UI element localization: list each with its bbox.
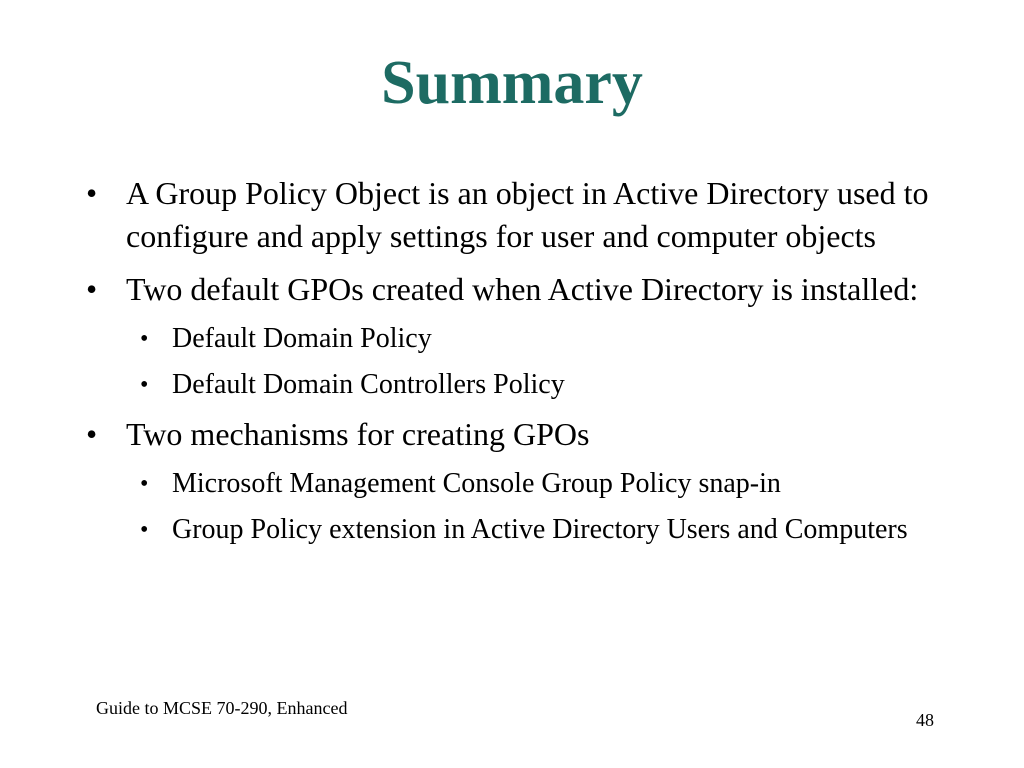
bullet-marker: • <box>86 271 98 307</box>
footer-text: Guide to MCSE 70-290, Enhanced <box>96 698 348 718</box>
slide-title: Summary <box>381 49 643 117</box>
bullet-text: Two mechanisms for creating GPOs <box>126 416 590 452</box>
sub-bullet-text: Default Domain Controllers Policy <box>172 369 565 400</box>
bullet-item <box>86 172 946 258</box>
bullet-marker: • <box>140 326 149 352</box>
bullet-marker: • <box>140 517 149 543</box>
bullet-item <box>86 268 946 311</box>
sub-bullet-text: Group Policy extension in Active Directory Users and Computers <box>172 514 908 545</box>
bullet-marker: • <box>140 471 149 497</box>
page-number: 48 <box>916 710 934 730</box>
sub-bullet-text: Default Domain Policy <box>172 323 432 354</box>
sub-bullet-item <box>86 512 946 548</box>
sub-bullet-item <box>86 367 946 403</box>
bullet-item <box>86 413 946 456</box>
sub-bullet-item <box>86 321 946 357</box>
slide-content <box>86 172 946 558</box>
bullet-marker: • <box>86 175 98 211</box>
bullet-text: Two default GPOs created when Active Directory is installed: <box>126 271 919 307</box>
sub-bullet-text: Microsoft Management Console Group Policy snap-in <box>172 468 781 499</box>
bullet-marker: • <box>86 416 98 452</box>
bullet-text: A Group Policy Object is an object in Active Directory used to configure and apply settings for user and computer objects <box>126 175 929 254</box>
sub-bullet-item <box>86 466 946 502</box>
bullet-marker: • <box>140 372 149 398</box>
